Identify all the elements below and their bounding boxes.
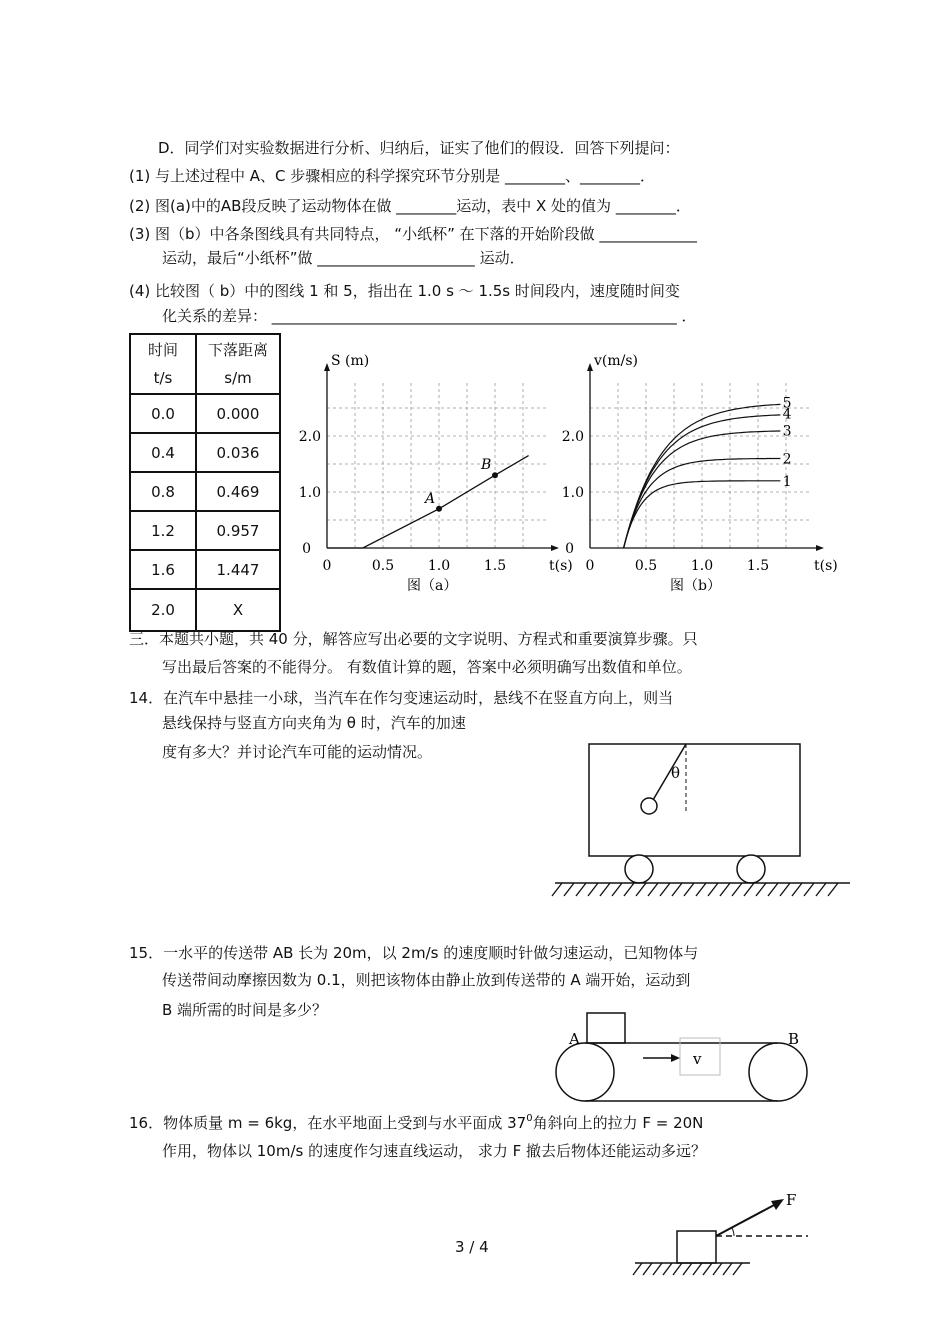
hatch-mark [713, 1263, 722, 1275]
x-tick-label: 1.5 [746, 558, 770, 574]
table-row [130, 394, 280, 433]
y-axis-arrow [587, 363, 593, 371]
point-label-a: A [425, 490, 436, 507]
x-axis-arrow [551, 545, 559, 551]
ground-hatching [552, 883, 838, 896]
x-tick-label: 1.0 [690, 558, 714, 574]
hatch-mark [816, 883, 826, 896]
question-4b: 化关系的差异： ______________________________________________________ ． [162, 307, 697, 325]
y-axis-arrow [324, 363, 330, 371]
x-tick-label: 0.5 [371, 558, 395, 574]
chart-a [295, 353, 573, 595]
chart-title: 图（b） [670, 578, 721, 594]
table-row [130, 472, 280, 511]
hatch-mark [756, 883, 766, 896]
x-tick-label: 0 [322, 558, 332, 574]
hatch-mark [633, 1263, 642, 1275]
q15-line2: 传送带间动摩擦因数为 0.1，则把该物体由静止放到传送带的 A 端开始，运动到 [162, 971, 691, 989]
header-distance-unit: s/m [224, 369, 252, 387]
table-cell: 1.447 [196, 550, 280, 589]
table-cell: 0.0 [130, 394, 196, 433]
pulley-right [749, 1043, 807, 1101]
velocity-label: v [693, 1050, 702, 1068]
y-tick-label: 0 [302, 541, 311, 557]
force-diagram [630, 1185, 815, 1280]
q16-text-a: 16．物体质量 m = 6kg，在水平地面上受到与水平面成 37 [129, 1114, 527, 1132]
hatch-mark [612, 883, 622, 896]
chart-title: 图（a） [407, 578, 458, 594]
q16-line2: 作用，物体以 10m/s 的速度作匀速直线运动， 求力 F 撤去后物体还能运动多远？ [162, 1142, 707, 1160]
hatch-mark [696, 883, 706, 896]
page-number: 3 / 4 [455, 1238, 489, 1256]
hanging-ball [641, 798, 657, 814]
point-label-b: B [481, 457, 492, 474]
question-4a: (4) 比较图（ b）中的图线 1 和 5，指出在 1.0 s ～ 1.5s 时间段内，速度随时间变 [129, 282, 680, 300]
table-header-time [130, 334, 196, 394]
data-point-a [436, 506, 442, 512]
section3-line1: 三．本题共小题，共 40 分，解答应写出必要的文字说明、方程式和重要演算步骤。只 [129, 630, 698, 648]
hatch-mark [684, 883, 694, 896]
suspension-string [653, 744, 686, 800]
header-distance-label: 下落距离 [207, 341, 268, 359]
hatch-mark [693, 1263, 702, 1275]
question-3b: 运动，最后“小纸杯”做 _____________________ 运动． [162, 249, 525, 267]
curve-label-5: 5 [782, 395, 792, 412]
y-tick-label: 0 [565, 541, 574, 557]
question-3a: (3) 图（b）中各条图线具有共同特点， “小纸杯” 在下落的开始阶段做 _____________ [129, 225, 697, 243]
hatch-mark [708, 883, 718, 896]
curve-label-4: 4 [782, 406, 792, 423]
option-d: D．同学们对实验数据进行分析、归纳后，证实了他们的假设．回答下列提问： [158, 139, 680, 157]
data-table [129, 333, 281, 632]
theta-label: θ [671, 764, 681, 782]
header-time-unit: t/s [153, 369, 173, 387]
y-tick-label: 2.0 [561, 429, 584, 445]
hatch-mark [564, 883, 574, 896]
curve-label-3: 3 [782, 423, 792, 440]
hatch-mark [576, 883, 586, 896]
hatch-mark [648, 883, 658, 896]
q14-line2: 悬线保持与竖直方向夹角为 θ 时，汽车的加速 [162, 714, 466, 732]
table-cell: 0.469 [196, 472, 280, 511]
end-a-label: A [569, 1030, 580, 1048]
table-row [130, 433, 280, 472]
hatch-mark [828, 883, 838, 896]
block [677, 1231, 716, 1263]
curve-label-1: 1 [782, 473, 792, 490]
hatch-mark [792, 883, 802, 896]
hatch-mark [643, 1263, 652, 1275]
table-cell: 0.036 [196, 433, 280, 472]
force-arrowhead [771, 1199, 784, 1210]
hatch-mark [804, 883, 814, 896]
table-cell: 0.4 [130, 433, 196, 472]
y-tick-label: 1.0 [298, 485, 321, 501]
q16-text-b: 角斜向上的拉力 F = 20N [532, 1114, 704, 1132]
hatch-mark [624, 883, 634, 896]
table-cell: 0.957 [196, 511, 280, 550]
x-tick-label: 0.5 [634, 558, 658, 574]
table-header-distance [196, 334, 280, 394]
force-line [716, 1204, 776, 1236]
car-diagram [550, 720, 855, 900]
question-1: (1) 与上述过程中 A、C 步骤相应的科学探究环节分别是 ________、________． [129, 167, 656, 185]
q14-line1: 14．在汽车中悬挂一小球，当汽车在作匀变速运动时，悬线不在竖直方向上，则当 [129, 689, 674, 707]
floor-hatching [633, 1263, 742, 1275]
y-tick-label: 1.0 [561, 485, 584, 501]
y-axis-label: S (m) [331, 353, 370, 369]
q14-line3: 度有多大？并讨论汽车可能的运动情况。 [162, 743, 433, 761]
data-point-b [492, 472, 498, 478]
hatch-mark [744, 883, 754, 896]
hatch-mark [653, 1263, 662, 1275]
table-row [130, 589, 280, 631]
table-cell: 2.0 [130, 589, 196, 631]
section3-line2: 写出最后答案的不能得分。 有数值计算的题，答案中必须明确写出数值和单位。 [162, 658, 692, 676]
x-axis-label: t(s) [549, 558, 573, 574]
hatch-mark [600, 883, 610, 896]
car-wheel-left [625, 855, 653, 883]
chart-b [560, 353, 838, 595]
curve-label-2: 2 [782, 451, 792, 468]
x-axis-label: t(s) [814, 558, 838, 574]
series-curve-1 [624, 481, 781, 548]
pulley-left [556, 1043, 614, 1101]
hatch-mark [780, 883, 790, 896]
angle-arc [732, 1228, 734, 1236]
hatch-mark [768, 883, 778, 896]
x-tick-label: 0 [585, 558, 595, 574]
hatch-mark [660, 883, 670, 896]
hatch-mark [636, 883, 646, 896]
q15-line3: B 端所需的时间是多少？ [162, 1001, 328, 1019]
table-row [130, 511, 280, 550]
x-axis-arrow [816, 545, 824, 551]
hatch-mark [588, 883, 598, 896]
hatch-mark [703, 1263, 712, 1275]
table-cell: 0.8 [130, 472, 196, 511]
hatch-mark [552, 883, 562, 896]
y-tick-label: 2.0 [298, 429, 321, 445]
velocity-arrowhead [671, 1054, 680, 1062]
q16-line1 [129, 1113, 703, 1136]
hatch-mark [683, 1263, 692, 1275]
end-b-label: B [788, 1030, 800, 1048]
x-tick-label: 1.0 [427, 558, 451, 574]
block-object [587, 1013, 625, 1043]
conveyor-diagram [550, 1008, 820, 1108]
hatch-mark [672, 883, 682, 896]
y-axis-label: v(m/s) [594, 353, 639, 369]
hatch-mark [723, 1263, 732, 1275]
hatch-mark [673, 1263, 682, 1275]
question-2: (2) 图(a)中的AB段反映了运动物体在做 ________运动，表中 X 处的值为 ________． [129, 197, 691, 215]
table-cell: X [196, 589, 280, 631]
car-body [589, 744, 800, 856]
hatch-mark [733, 1263, 742, 1275]
table-cell: 0.000 [196, 394, 280, 433]
hatch-mark [720, 883, 730, 896]
q15-line1: 15．一水平的传送带 AB 长为 20m，以 2m/s 的速度顺时针做匀速运动，已知物体与 [129, 944, 699, 962]
x-tick-label: 1.5 [483, 558, 507, 574]
table-cell: 1.6 [130, 550, 196, 589]
hatch-mark [663, 1263, 672, 1275]
table-cell: 1.2 [130, 511, 196, 550]
hatch-mark [732, 883, 742, 896]
table-row [130, 550, 280, 589]
force-label: F [786, 1191, 797, 1209]
car-wheel-right [737, 855, 765, 883]
q16-degree-sup: 0 [526, 1113, 533, 1124]
table-header-row [130, 334, 280, 394]
header-time-label: 时间 [147, 341, 178, 359]
